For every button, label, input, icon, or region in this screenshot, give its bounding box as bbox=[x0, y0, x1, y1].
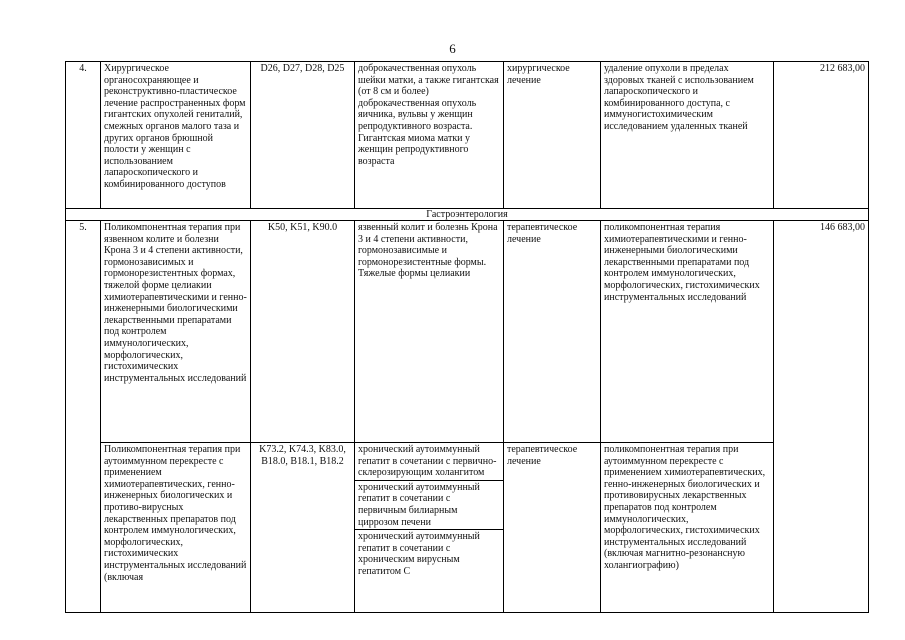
section-header-row bbox=[66, 209, 869, 221]
patient-model: хронический аутоиммунный гепатит в сочетании с первичным билиарным циррозом печени bbox=[355, 481, 503, 530]
procedures-table bbox=[65, 61, 869, 613]
icd-codes: K50, K51, K90.0 bbox=[251, 221, 355, 443]
patient-model: доброкачественная опухоль шейки матки, а также гигантская (от 8 см и более) доброкачественная опухоль яичника, вульвы у женщин репродуктивного возраста. Гигантская миома матки у женщин репродуктивного возраста bbox=[355, 62, 504, 209]
price: 212 683,00 bbox=[774, 62, 869, 209]
icd-codes: K73.2, K74.3, K83.0, B18.0, B18.1, B18.2 bbox=[251, 443, 355, 613]
section-title: Гастроэнтерология bbox=[66, 209, 869, 221]
patient-model: язвенный колит и болезнь Крона 3 и 4 степени активности, гормонозависимые и гормонорезистентные формы. Тяжелые формы целиакии bbox=[355, 221, 504, 443]
patient-model: хронический аутоиммунный гепатит в сочетании с первично-склерозирующим холангитом bbox=[355, 444, 503, 481]
treatment-type: терапевтическое лечение bbox=[504, 221, 601, 443]
procedure-name: Поликомпонентная терапия при язвенном колите и болезни Крона 3 и 4 степени активности, гормонозависимых и гормонорезистентных формах, тяжелой форме целиакии химиотерапевтическими и генно-инженерными биологическими лекарственными препаратами под контролем иммунологических, морфологических, гистохимических инструментальных исследований bbox=[101, 221, 251, 443]
page-number: 6 bbox=[449, 41, 456, 56]
treatment-type: хирургическое лечение bbox=[504, 62, 601, 209]
table-row bbox=[66, 443, 869, 613]
row-number: 4. bbox=[66, 62, 101, 209]
procedure-name: Хирургическое органосохраняющее и реконструктивно-пластическое лечение распространенных форм гигантских опухолей гениталий, смежных органов малого таза и других органов брюшной полости у женщин с использованием лапароскопического и комбинированного доступов bbox=[101, 62, 251, 209]
treatment-type: терапевтическое лечение bbox=[504, 443, 601, 613]
patient-models-cell bbox=[355, 443, 504, 613]
price: 146 683,00 bbox=[774, 221, 869, 613]
table-row bbox=[66, 221, 869, 443]
row-number: 5. bbox=[66, 221, 101, 613]
icd-codes: D26, D27, D28, D25 bbox=[251, 62, 355, 209]
treatment-method: поликомпонентная терапия при аутоиммунном перекресте с применением химиотерапевтических, генно-инженерных биологических и противовирусных лекарственных препаратов под контролем иммунологических, морфологических, гистохимических инструментальных исследований (включая магнитно-резонансную холангиографию) bbox=[601, 443, 774, 613]
treatment-method: поликомпонентная терапия химиотерапевтическими и генно-инженерными биологическими лекарственными препаратами под контролем иммунологических, морфологических, гистохимических инструментальных исследований bbox=[601, 221, 774, 443]
patient-model: хронический аутоиммунный гепатит в сочетании с хроническим вирусным гепатитом С bbox=[358, 531, 480, 577]
treatment-method: удаление опухоли в пределах здоровых тканей с использованием лапароскопического и комбинированного доступа, с иммуногистохимическим исследованием удаленных тканей bbox=[601, 62, 774, 209]
procedure-name: Поликомпонентная терапия при аутоиммунном перекресте с применением химиотерапевтических, генно-инженерных биологических и противо-вирусных лекарственных препаратов под контролем иммунологических, морфологических, гистохимических инструментальных исследований (включая bbox=[101, 443, 251, 613]
table-row bbox=[66, 62, 869, 209]
